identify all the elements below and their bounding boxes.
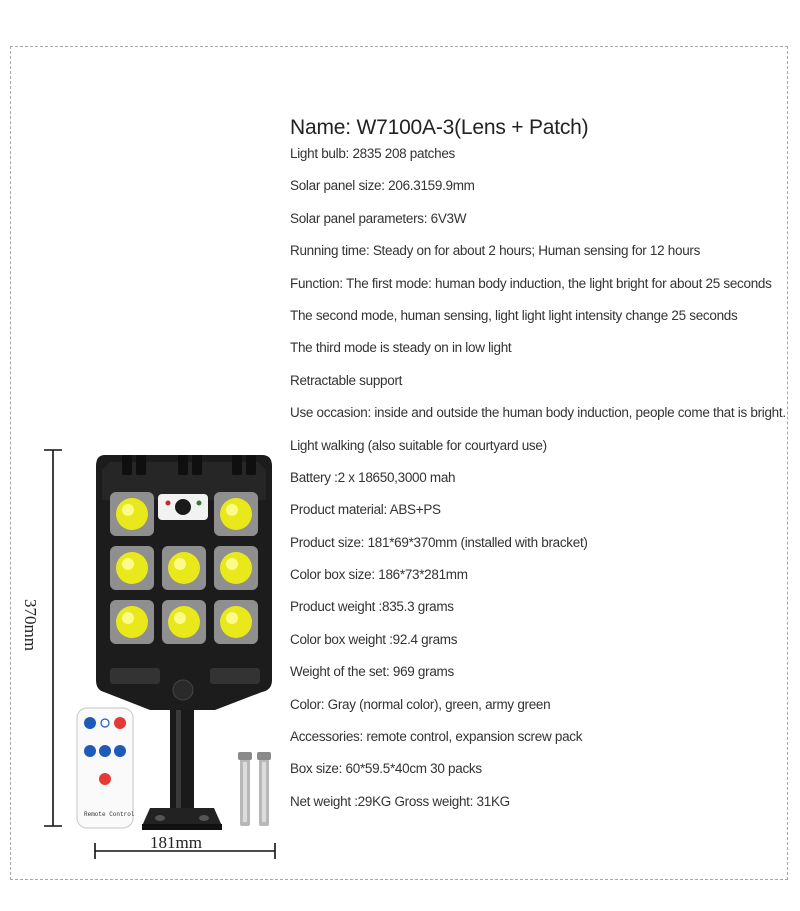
led-module <box>214 546 258 590</box>
product-title: Name: W7100A-3(Lens + Patch) <box>290 116 589 139</box>
led-module <box>110 600 154 644</box>
height-dimension-label: 370mm <box>21 599 40 651</box>
spec-line: Product weight :835.3 grams <box>290 599 454 615</box>
spec-line: Color box weight :92.4 grams <box>290 631 458 647</box>
led-module <box>214 492 258 536</box>
width-dimension-label: 181mm <box>150 833 202 852</box>
spec-line: Light bulb: 2835 208 patches <box>290 146 455 161</box>
spec-line: The second mode, human sensing, light light light intensity change 25 seconds <box>290 307 738 323</box>
spec-line: Box size: 60*59.5*40cm 30 packs <box>290 761 482 777</box>
spec-line: Retractable support <box>290 372 403 388</box>
spec-line: Battery :2 x 18650,3000 mah <box>290 469 456 485</box>
expansion-screws <box>238 752 271 826</box>
led-module <box>162 546 206 590</box>
led-module <box>162 600 206 644</box>
spec-line: Product material: ABS+PS <box>290 502 441 518</box>
spec-line: Use occasion: inside and outside the human body induction, people come that is bright. <box>290 405 786 421</box>
spec-line: Solar panel parameters: 6V3W <box>290 210 467 226</box>
spec-line: The third mode is steady on in low light <box>290 340 512 356</box>
height-dimension-line <box>44 450 62 826</box>
spec-line: Light walking (also suitable for courtyard use) <box>290 437 547 453</box>
spec-line: Color: Gray (normal color), green, army green <box>290 696 551 712</box>
spec-line: Color box size: 186*73*281mm <box>290 567 468 583</box>
spec-line: Net weight :29KG Gross weight: 31KG <box>290 793 510 809</box>
led-module <box>214 600 258 644</box>
spec-line: Accessories: remote control, expansion screw pack <box>290 729 583 745</box>
led-module <box>110 546 154 590</box>
spec-line: Function: The first mode: human body induction, the light bright for about 25 seconds <box>290 275 772 291</box>
spec-line: Weight of the set: 969 grams <box>290 664 454 680</box>
remote-caption: Remote Control <box>84 811 135 818</box>
spec-line: Solar panel size: 206.3159.9mm <box>290 178 475 194</box>
spec-line: Product size: 181*69*370mm (installed with bracket) <box>290 534 588 550</box>
led-module <box>110 492 154 536</box>
remote-control <box>77 708 133 828</box>
mounting-pole <box>142 690 222 830</box>
spec-line: Running time: Steady on for about 2 hours; Human sensing for 12 hours <box>290 243 701 259</box>
